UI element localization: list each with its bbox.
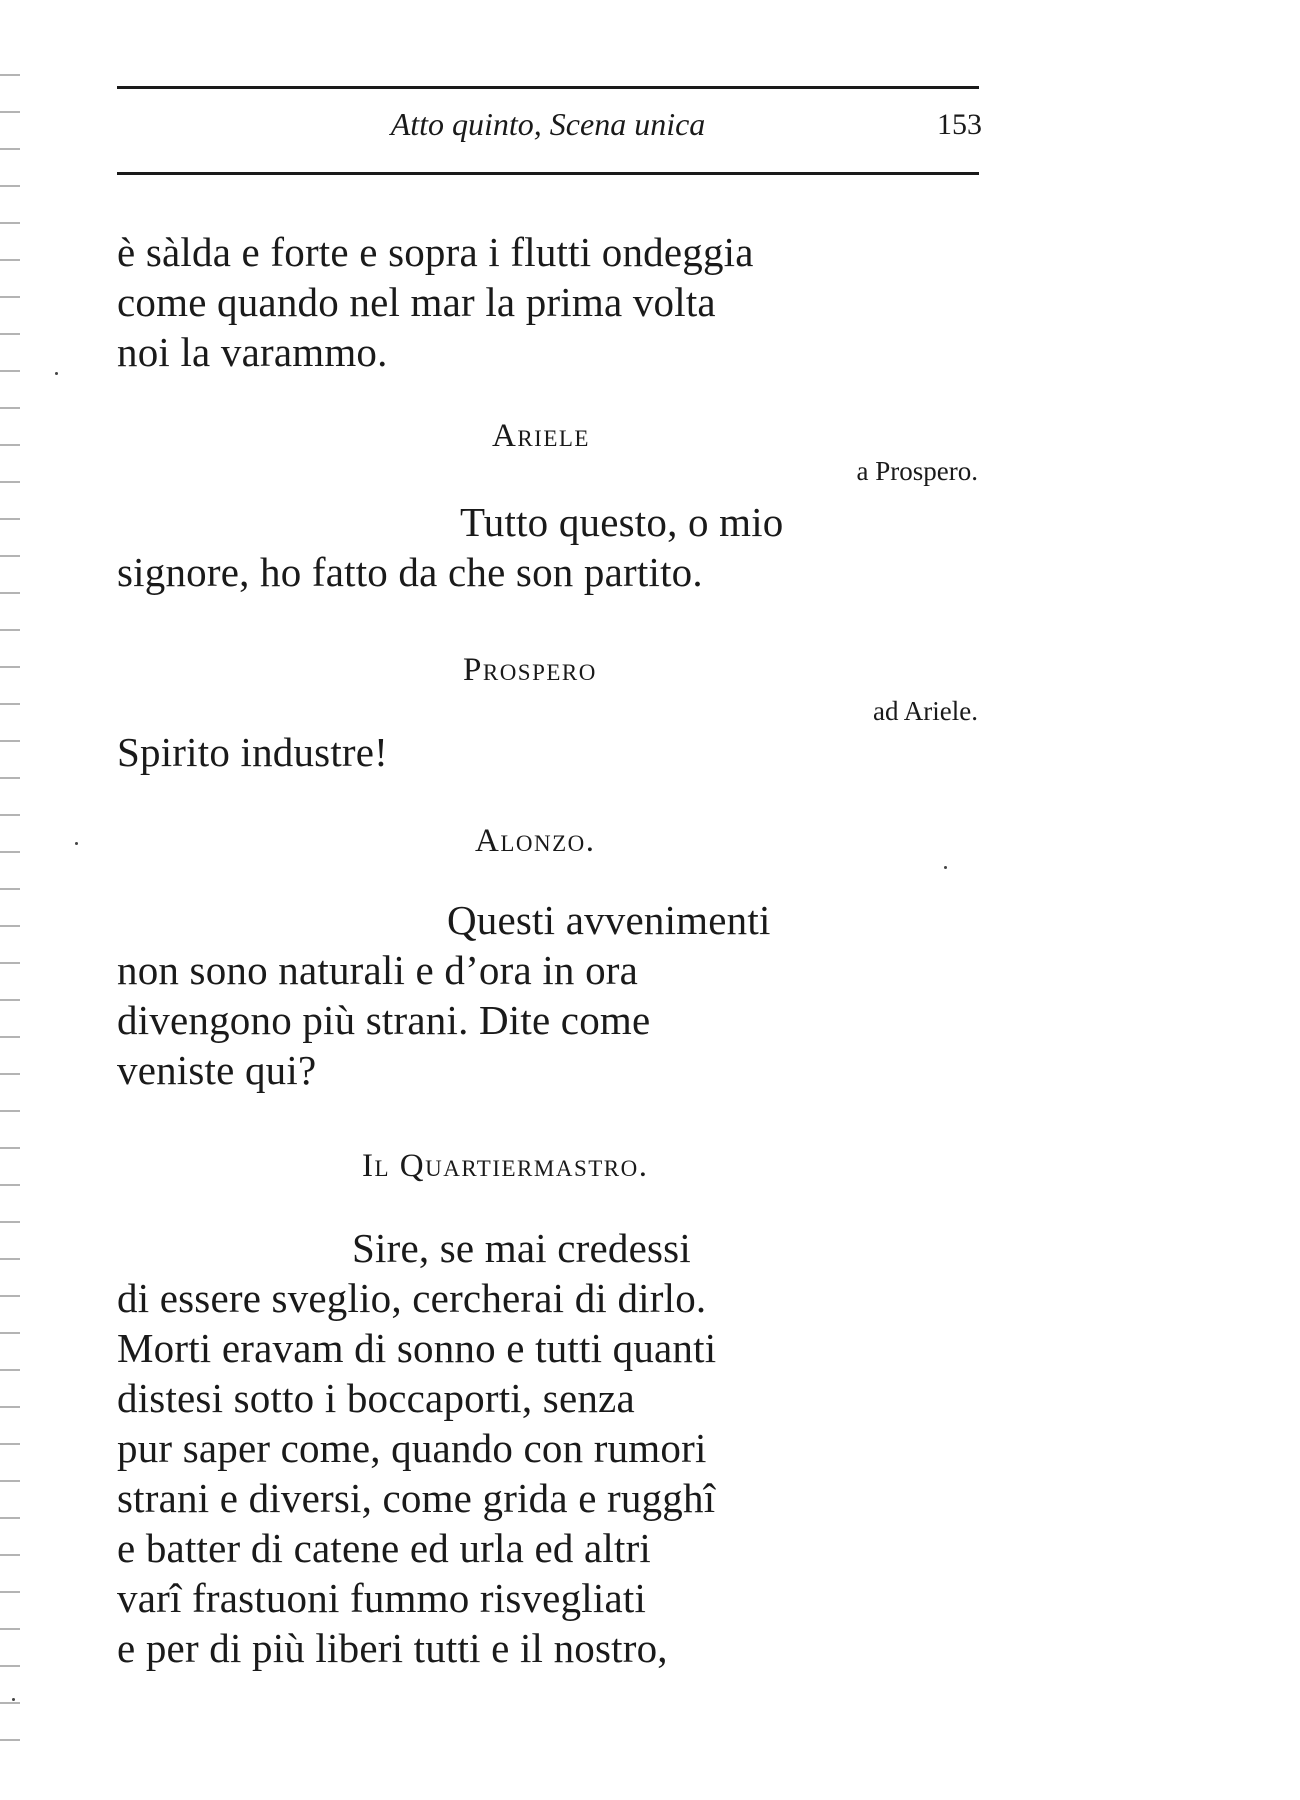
verse-line: distesi sotto i boccaporti, senza: [117, 1375, 635, 1421]
header-rule-bottom: [117, 172, 979, 175]
scan-edge-noise: [0, 60, 20, 1760]
verse-line: Questi avvenimenti: [447, 897, 771, 943]
verse-line: Tutto questo, o mio: [460, 499, 784, 545]
verse-line: varî frastuoni fummo risvegliati: [117, 1575, 647, 1621]
verse-line: non sono naturali e d’ora in ora: [117, 947, 639, 993]
verse-line: è sàlda e forte e sopra i flutti ondeggia: [117, 229, 754, 275]
verse-line: noi la varammo.: [117, 329, 388, 375]
page-number: 153: [937, 108, 982, 141]
verse-line: e batter di catene ed urla ed altri: [117, 1525, 652, 1571]
scan-speck: [944, 866, 947, 869]
verse-line: di essere sveglio, cercherai di dirlo.: [117, 1275, 707, 1321]
header-rule-top: [117, 86, 979, 89]
verse-line: veniste qui?: [117, 1047, 317, 1093]
verse-line: pur saper come, quando con rumori: [117, 1425, 707, 1471]
scan-speck: [55, 372, 58, 375]
speaker-quartiermastro: Il Quartiermastro.: [362, 1148, 649, 1184]
verse-line: strani e diversi, come grida e rugghî: [117, 1475, 716, 1521]
scan-speck: [75, 842, 78, 845]
scan-speck: [12, 1698, 15, 1701]
verse-line: Spirito industre!: [117, 729, 389, 775]
verse-line: signore, ho fatto da che son partito.: [117, 549, 703, 595]
speaker-alonzo: Alonzo.: [475, 823, 596, 859]
verse-line: divengono più strani. Dite come: [117, 997, 651, 1043]
verse-line: Morti eravam di sonno e tutti quanti: [117, 1325, 717, 1371]
running-title: Atto quinto, Scena unica: [390, 106, 706, 142]
speaker-ariele: Ariele: [492, 418, 590, 454]
speaker-prospero: Prospero: [463, 652, 597, 688]
verse-line: Sire, se mai credessi: [352, 1225, 691, 1271]
stage-direction-ariele: a Prospero.: [856, 456, 978, 486]
verse-line: come quando nel mar la prima volta: [117, 279, 716, 325]
stage-direction-prospero: ad Ariele.: [873, 696, 978, 726]
verse-line: e per di più liberi tutti e il nostro,: [117, 1625, 668, 1671]
